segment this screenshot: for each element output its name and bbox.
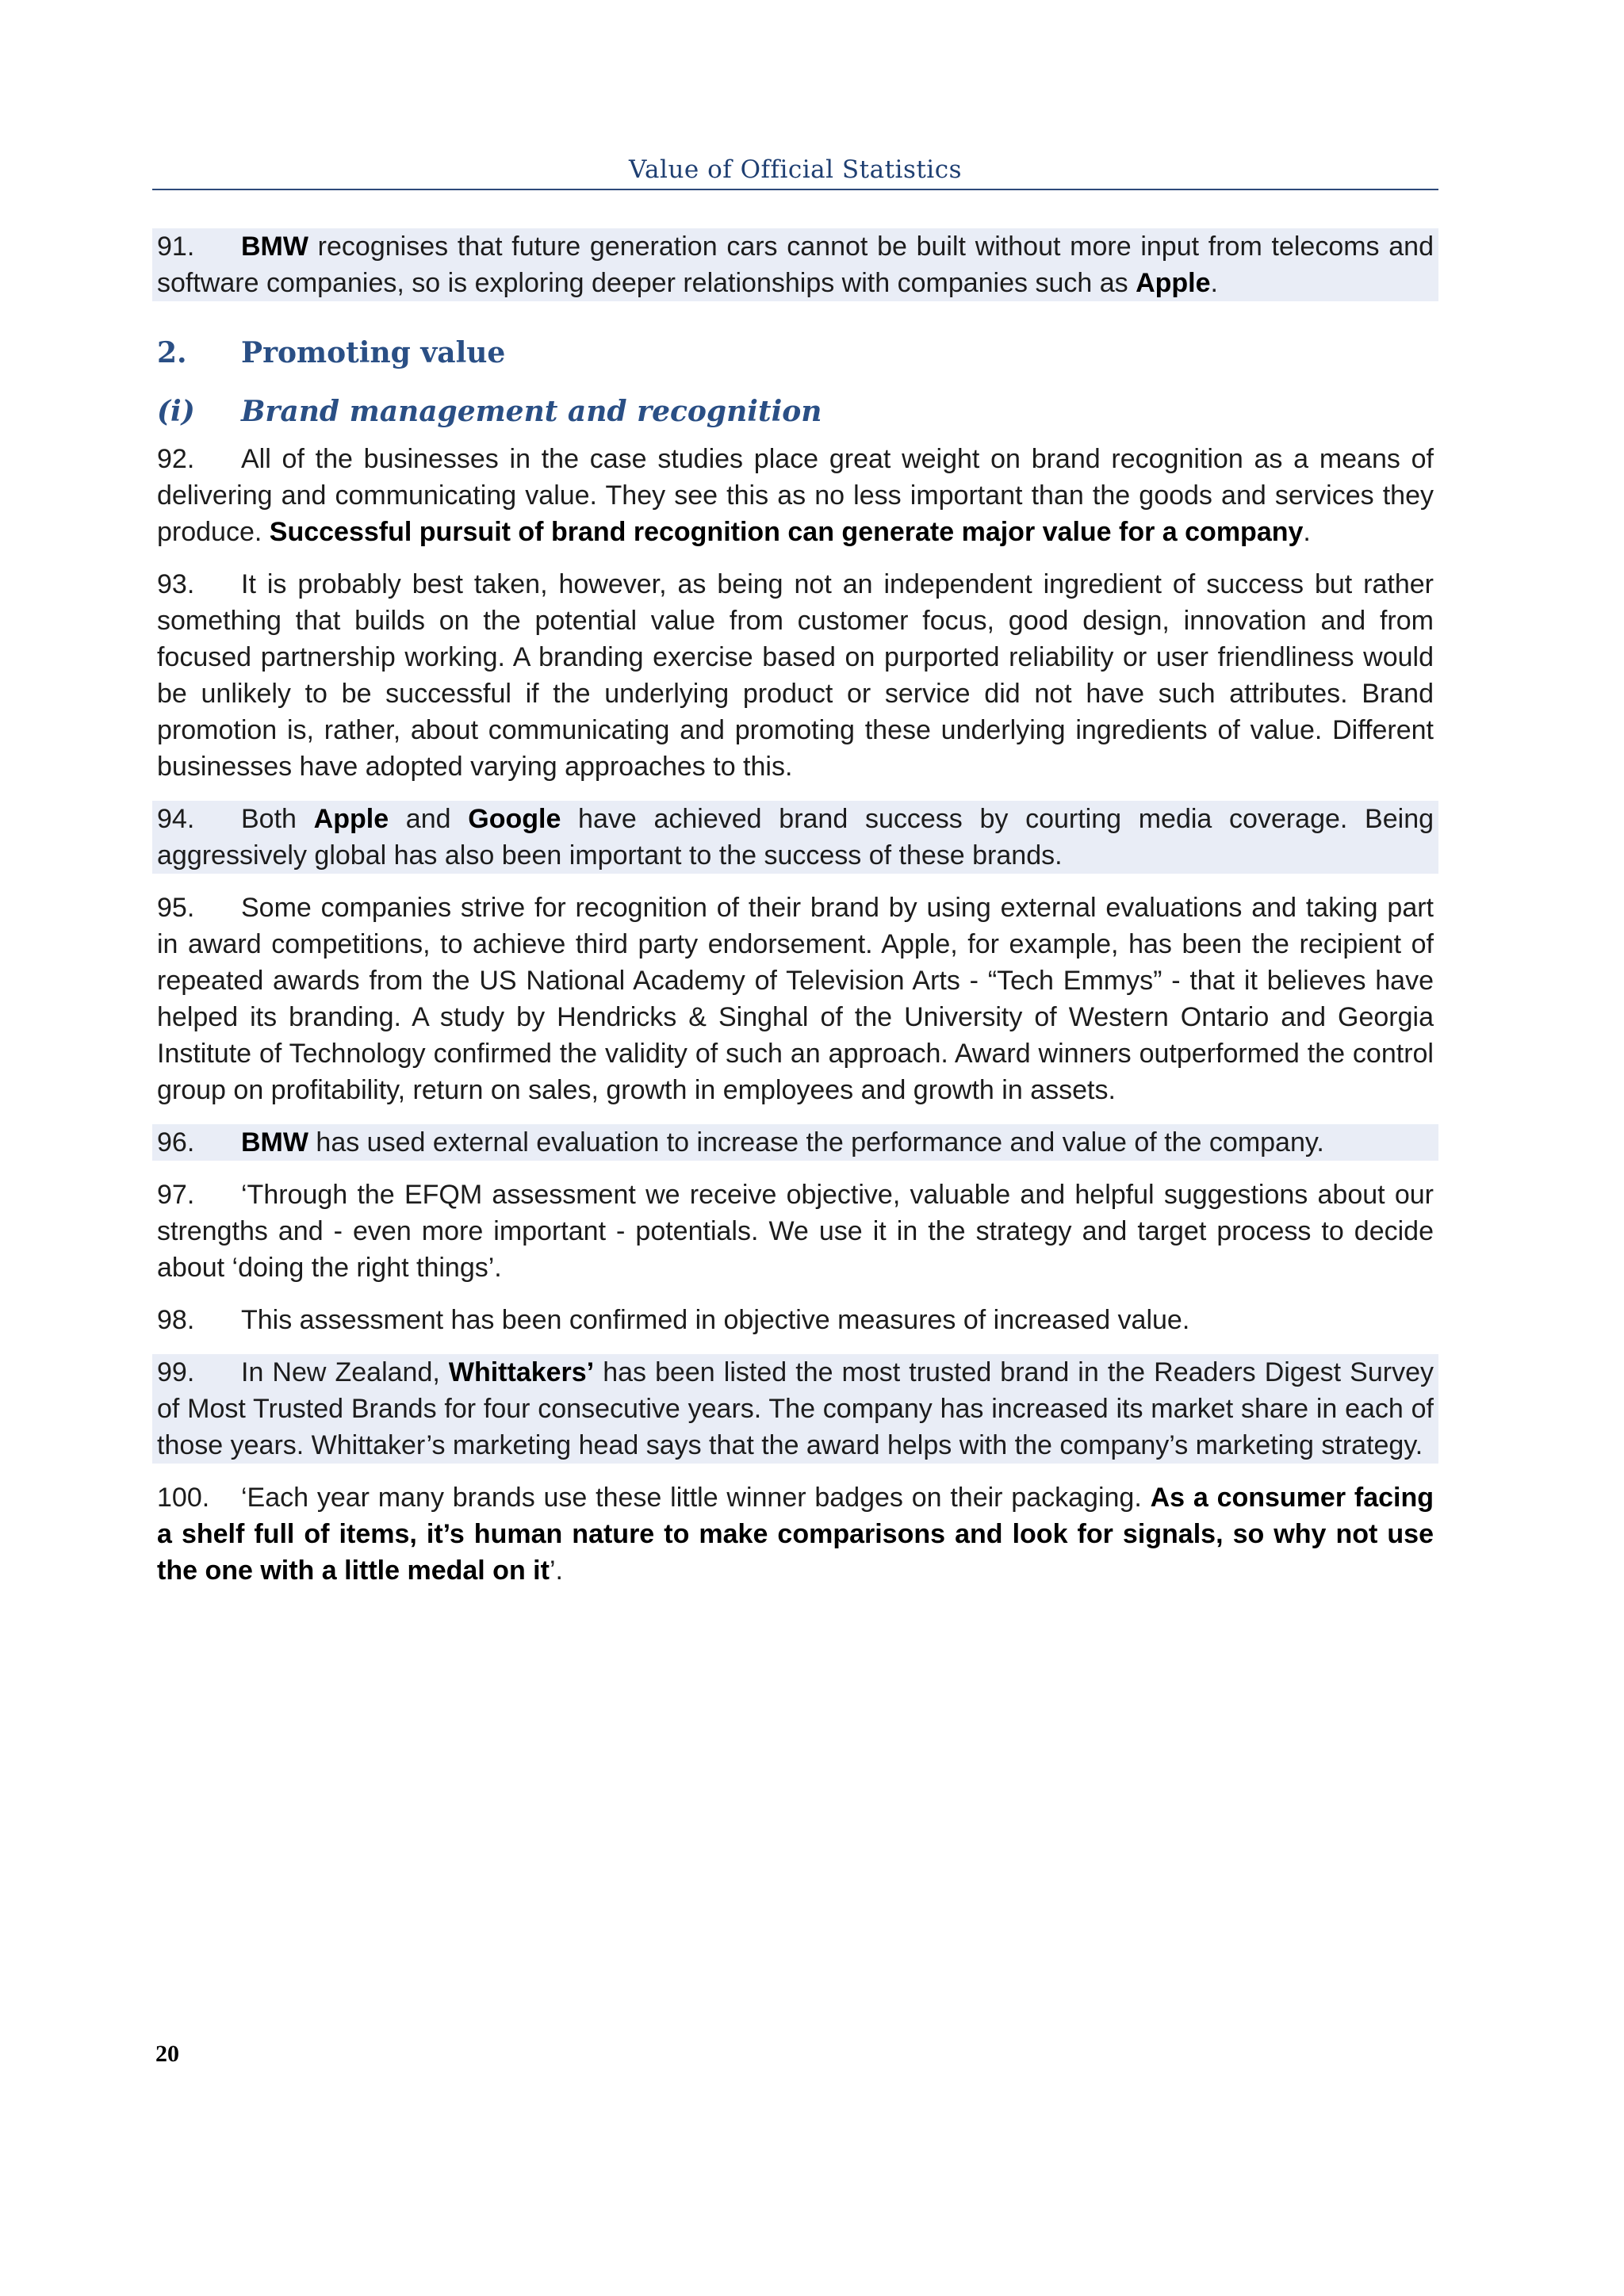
paragraph-92: 92. All of the businesses in the case studies place great weight on brand recognition as a means of delivering and communicating value. They see this as no less important than the goods and services they produce. Successful pursuit of brand recognition can generate major value for a company. <box>152 441 1438 550</box>
paragraph-number: 94. <box>157 804 195 834</box>
paragraph-96: 96. BMW has used external evaluation to increase the performance and value of the company. <box>152 1124 1438 1161</box>
subsection-heading: (i) Brand management and recognition <box>157 395 822 428</box>
header-divider <box>152 189 1438 190</box>
bold-text: As a consumer facing a shelf full of items, it’s human nature to make comparisons and look for signals, so why not use the one with a little medal on it <box>157 1483 1434 1586</box>
page-number: 20 <box>155 2041 179 2067</box>
bold-text: BMW <box>241 1127 308 1158</box>
section-heading: 2. Promoting value <box>157 336 506 369</box>
paragraph-99: 99. In New Zealand, Whittakers’ has been listed the most trusted brand in the Readers Digest Survey of Most Trusted Brands for four consecutive years. The company has increased its market share in each of those years. Whittaker’s marketing head says that the award helps with the company’s marketing strategy. <box>152 1354 1438 1464</box>
paragraph-number: 99. <box>157 1357 195 1387</box>
bold-text: BMW <box>241 232 308 262</box>
paragraph-number: 96. <box>157 1127 195 1158</box>
paragraph-97: 97. ‘Through the EFQM assessment we receive objective, valuable and helpful suggestions about our strengths and - even more important - potentials. We use it in the strategy and target process to decide about ‘doing the right things’. <box>152 1177 1438 1286</box>
paragraph-95: 95. Some companies strive for recognition of their brand by using external evaluations and taking part in award competitions, to achieve third party endorsement. Apple, for example, has been the recipient of repeated awards from the US National Academy of Television Arts - “Tech Emmys” - that it believes have helped its branding. A study by Hendricks & Singhal of the University of Western Ontario and Georgia Institute of Technology confirmed the validity of such an approach. Award winners outperformed the control group on profitability, return on sales, growth in employees and growth in assets. <box>152 890 1438 1108</box>
paragraph-91: 91. BMW recognises that future generation cars cannot be built without more input from telecoms and software companies, so is exploring deeper relationships with companies such as Apple. <box>152 228 1438 301</box>
bold-text: Whittakers’ <box>448 1357 595 1387</box>
bold-text: Apple <box>313 804 389 834</box>
paragraph-98: 98. This assessment has been confirmed in objective measures of increased value. <box>152 1302 1438 1338</box>
paragraph-number: 98. <box>157 1305 195 1335</box>
bold-text: Apple <box>1136 268 1211 298</box>
paragraph-number: 91. <box>157 232 195 262</box>
paragraph-number: 95. <box>157 893 195 923</box>
page-content <box>152 228 1438 1605</box>
bold-text: Google <box>468 804 561 834</box>
paragraph-number: 93. <box>157 569 195 599</box>
paragraph-100: 100. ‘Each year many brands use these little winner badges on their packaging. As a consumer facing a shelf full of items, it’s human nature to make comparisons and look for signals, so why not use the one with a little medal on it’. <box>152 1479 1438 1589</box>
bold-text: Successful pursuit of brand recognition can generate major value for a company <box>269 517 1304 547</box>
paragraph-93: 93. It is probably best taken, however, as being not an independent ingredient of success but rather something that builds on the potential value from customer focus, good design, innovation and from focused partnership working. A branding exercise based on purported reliability or user friendliness would be unlikely to be successful if the underlying product or service did not have such attributes. Brand promotion is, rather, about communicating and promoting these underlying ingredients of value. Different businesses have adopted varying approaches to this. <box>152 566 1438 785</box>
paragraph-number: 92. <box>157 444 195 474</box>
paragraph-number: 97. <box>157 1180 195 1210</box>
running-header: Value of Official Statistics <box>629 155 962 184</box>
paragraph-94: 94. Both Apple and Google have achieved brand success by courting media coverage. Being aggressively global has also been important to the success of these brands. <box>152 801 1438 874</box>
paragraph-number: 100. <box>157 1483 210 1513</box>
